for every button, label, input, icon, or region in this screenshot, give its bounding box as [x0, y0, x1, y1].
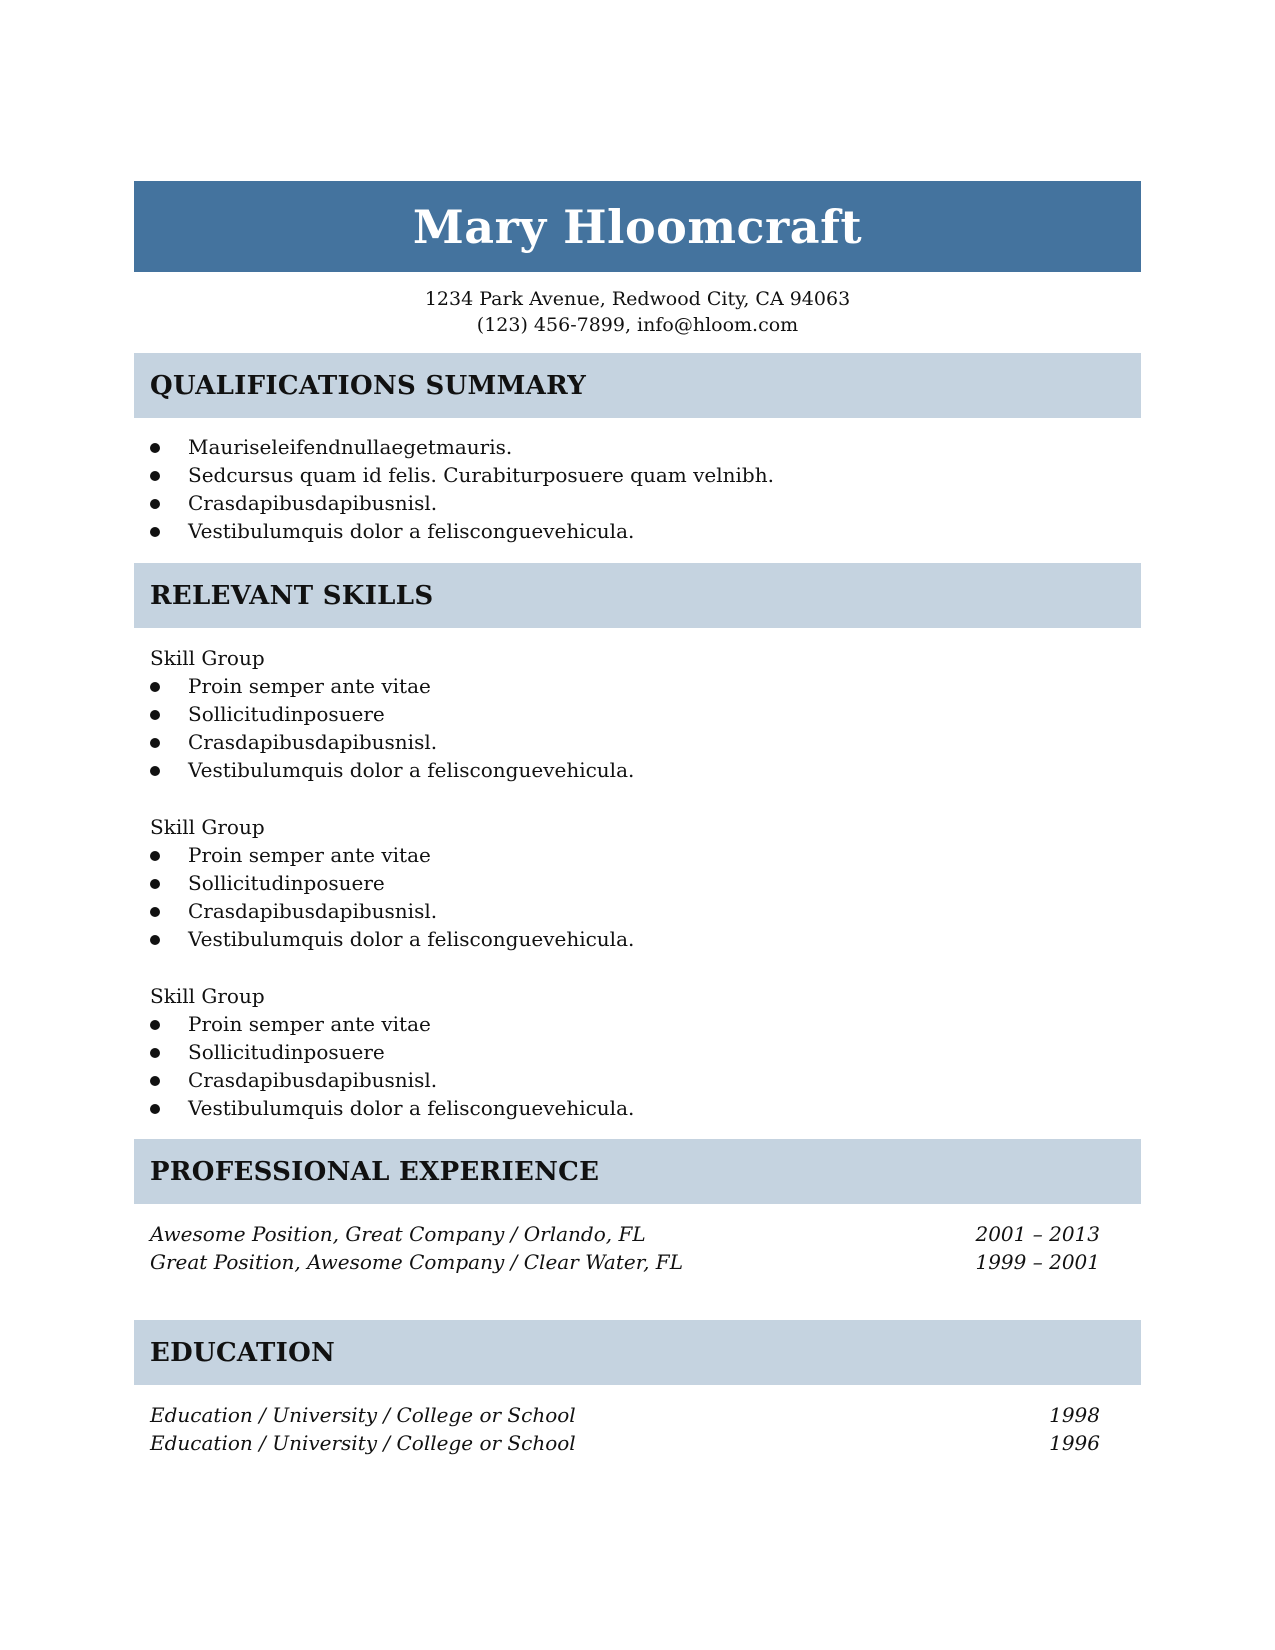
qualifications-list-block [150, 433, 1110, 545]
bullet-icon [150, 851, 160, 861]
section-header-qualifications [134, 353, 1141, 418]
name-banner [134, 181, 1141, 272]
section-title: PROFESSIONAL EXPERIENCE [150, 1156, 600, 1187]
skill-list [150, 841, 1110, 953]
bullet-icon [150, 879, 160, 889]
skill-group [150, 644, 1110, 784]
section-header-education [134, 1320, 1141, 1385]
skill-list [150, 672, 1110, 784]
skill-group-label: Skill Group [150, 815, 265, 839]
section-header-skills [134, 563, 1141, 628]
bullet-icon [150, 527, 160, 537]
bullet-icon [150, 907, 160, 917]
section-title: QUALIFICATIONS SUMMARY [150, 370, 587, 401]
graduation-year: 1998 [1049, 1403, 1100, 1427]
list-item: Crasdapibusdapibusnisl. [150, 897, 1110, 925]
bullet-icon [150, 710, 160, 720]
list-item: Crasdapibusdapibusnisl. [150, 728, 1110, 756]
skill-list [150, 1010, 1110, 1122]
bullet-icon [150, 682, 160, 692]
skill-group-label: Skill Group [150, 984, 265, 1008]
skill-group [150, 982, 1110, 1122]
skill-group-label: Skill Group [150, 646, 265, 670]
list-item: Proin semper ante vitae [150, 1010, 1110, 1038]
list-item: Crasdapibusdapibusnisl. [150, 1066, 1110, 1094]
list-item: Vestibulumquis dolor a felisconguevehicula. [150, 1094, 1110, 1122]
graduation-year: 1996 [1049, 1431, 1100, 1455]
bullet-icon [150, 766, 160, 776]
list-item: Sollicitudinposuere [150, 700, 1110, 728]
bullet-icon [150, 935, 160, 945]
list-item: Vestibulumquis dolor a felisconguevehicula. [150, 756, 1110, 784]
section-title: RELEVANT SKILLS [150, 580, 434, 611]
section-header-experience [134, 1139, 1141, 1204]
bullet-icon [150, 1104, 160, 1114]
list-item: Vestibulumquis dolor a felisconguevehicula. [150, 517, 1110, 545]
list-item: Proin semper ante vitae [150, 841, 1110, 869]
employment-dates: 1999 – 2001 [975, 1250, 1100, 1274]
list-item: Crasdapibusdapibusnisl. [150, 489, 1110, 517]
bullet-icon [150, 738, 160, 748]
experience-entry [150, 1248, 1100, 1276]
phone-email: (123) 456-7899, info@hloom.com [476, 314, 799, 336]
degree-school: Education / University / College or School [150, 1403, 576, 1427]
list-item: Sollicitudinposuere [150, 869, 1110, 897]
bullet-icon [150, 443, 160, 453]
list-item: Proin semper ante vitae [150, 672, 1110, 700]
skill-group [150, 813, 1110, 953]
position-company: Great Position, Awesome Company / Clear Water, FL [150, 1250, 683, 1274]
experience-list [150, 1220, 1110, 1276]
address: 1234 Park Avenue, Redwood City, CA 94063 [424, 288, 851, 310]
bullet-icon [150, 499, 160, 509]
contact-info [134, 286, 1141, 338]
list-item: Mauriseleifendnullaegetmauris. [150, 433, 1110, 461]
degree-school: Education / University / College or School [150, 1431, 576, 1455]
employment-dates: 2001 – 2013 [975, 1222, 1100, 1246]
education-list [150, 1401, 1110, 1457]
list-item: Sedcursus quam id felis. Curabiturposuere quam velnibh. [150, 461, 1110, 489]
qualifications-list [150, 433, 1110, 545]
candidate-name: Mary Hloomcraft [412, 199, 863, 254]
experience-entry [150, 1220, 1100, 1248]
bullet-icon [150, 471, 160, 481]
education-entry [150, 1429, 1100, 1457]
section-title: EDUCATION [150, 1337, 336, 1368]
list-item: Sollicitudinposuere [150, 1038, 1110, 1066]
bullet-icon [150, 1076, 160, 1086]
bullet-icon [150, 1020, 160, 1030]
bullet-icon [150, 1048, 160, 1058]
education-entry [150, 1401, 1100, 1429]
list-item: Vestibulumquis dolor a felisconguevehicula. [150, 925, 1110, 953]
position-company: Awesome Position, Great Company / Orlando, FL [150, 1222, 646, 1246]
